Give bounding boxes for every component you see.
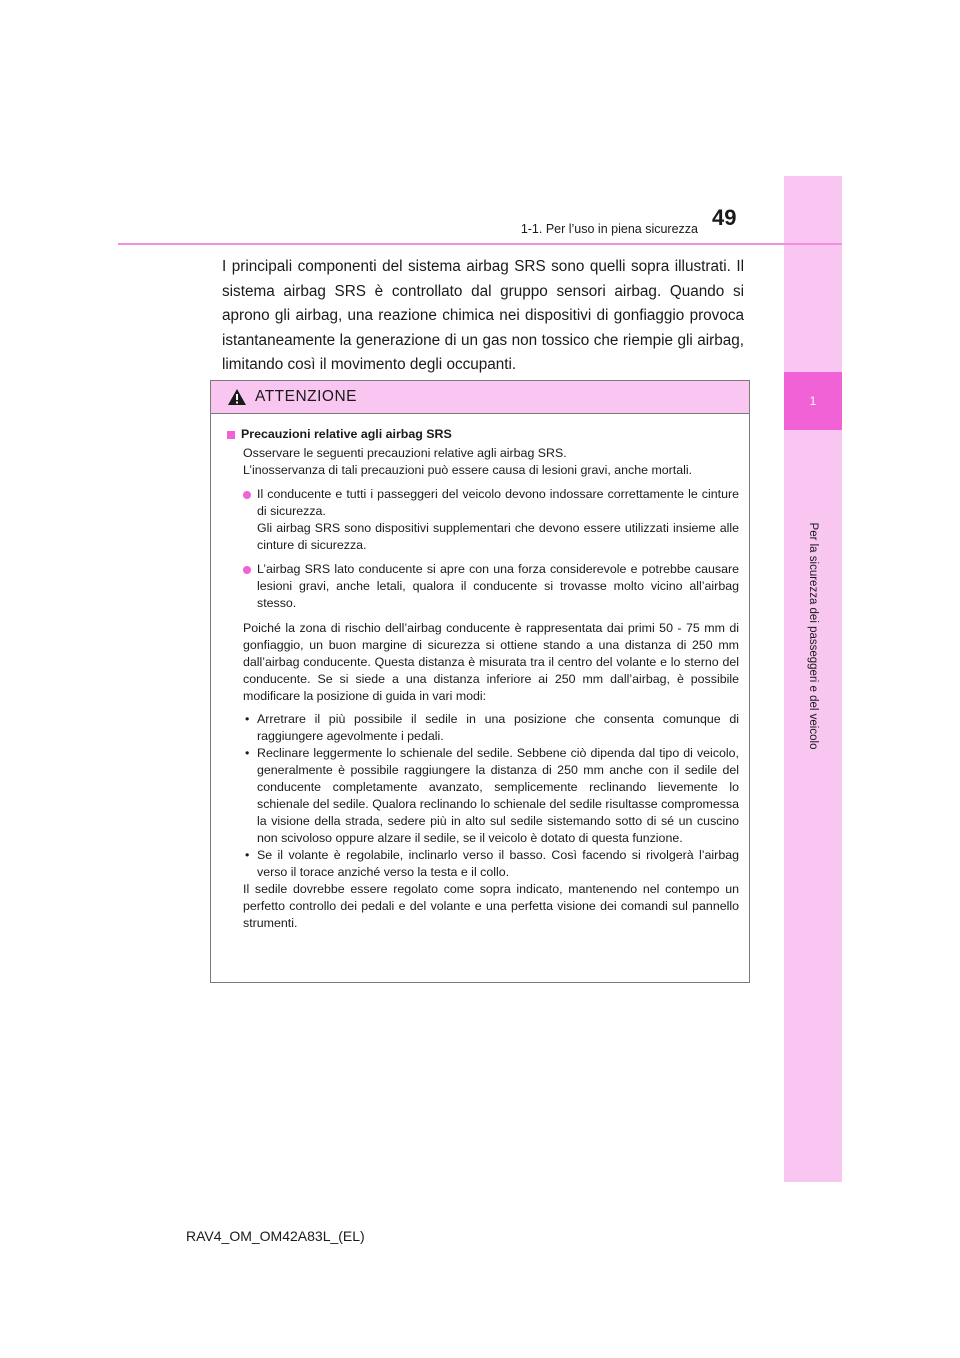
- warning-lead-2: L’inosservanza di tali precauzioni può essere causa di lesioni gravi, anche mortali.: [243, 463, 693, 477]
- chapter-number: 1: [784, 372, 842, 430]
- warning-body: [211, 414, 749, 932]
- chapter-title: Per la sicurezza dei passeggeri e del veicolo: [807, 522, 819, 750]
- warning-header: [211, 381, 749, 414]
- warning-box: [210, 380, 750, 983]
- circle-bullet-icon: [243, 491, 251, 499]
- page-number: 49: [712, 205, 737, 230]
- circle-bullet-icon: [243, 566, 251, 574]
- warning-point-1-text: Il conducente e tutti i passeggeri del veicolo devono indossare correttamente le cinture di sicurezza.: [257, 487, 739, 518]
- header-divider: [118, 243, 842, 245]
- list-item: • Arretrare il più possibile il sedile in una posizione che consenta comunque di raggiungere agevolmente i pedali.: [243, 711, 739, 745]
- section-title: 1-1. Per l’uso in piena sicurezza: [520, 222, 698, 236]
- square-bullet-icon: [227, 431, 235, 439]
- warning-closing: Il sedile dovrebbe essere regolato come sopra indicato, mantenendo nel contempo un perfetto controllo dei pedali e del volante e una perfetta visione dei comandi sul pannello strumenti.: [243, 882, 739, 930]
- warning-lead-1: Osservare le seguenti precauzioni relative agli airbag SRS.: [243, 446, 567, 460]
- warning-topic-text: Precauzioni relative agli airbag SRS: [241, 427, 452, 441]
- intro-paragraph: I principali componenti del sistema airbag SRS sono quelli sopra illustrati. Il sistema airbag SRS è controllato dal gruppo sensori airbag. Quando si aprono gli airbag, una reazione chimica nei dispositivi di gonfiaggio provoca istantaneamente la generazione di un gas non tossico che riempie gli airbag, limitando così il movimento degli occupanti.: [222, 258, 744, 373]
- list-item: • Reclinare leggermente lo schienale del sedile. Sebbene ciò dipenda dal tipo di veicolo, generalmente è possibile raggiungere la distanza di 250 mm anche con il sedile del conducente completamente avanzato, semplicemente reclinando lievemente lo schienale del sedile. Qualora reclinando lo schienale del sedile risultasse compromessa la visione della strada, sedere più in alto sul sedile sistemando sotto di sé un cuscino non scivoloso oppure alzare il sedile, se il veicolo è dotato di questa funzione.: [243, 745, 739, 847]
- warning-point-2: [227, 561, 739, 612]
- chapter-side-tab: [784, 176, 842, 1182]
- warning-distance-paragraph: Poiché la zona di rischio dell’airbag conducente è rappresentata dai primi 50 - 75 mm di gonfiaggio, un buon margine di sicurezza si ottiene stando a una distanza di 250 mm dall’airbag conducente. Questa distanza è misurata tra il centro del volante e lo sterno del conducente. Se si siede a una distanza inferiore ai 250 mm dall’airbag, è possibile modificare la posizione di guida in vari modi:: [243, 621, 739, 703]
- warning-point-1-note: Gli airbag SRS sono dispositivi supplementari che devono essere utilizzati insieme alle cinture di sicurezza.: [257, 521, 739, 552]
- document-code: RAV4_OM_OM42A83L_(EL): [186, 1228, 365, 1244]
- warning-triangle-icon: [227, 388, 247, 406]
- seat-adjustment-list: [227, 711, 739, 881]
- warning-title: ATTENZIONE: [255, 388, 358, 405]
- list-item: • Se il volante è regolabile, inclinarlo verso il basso. Così facendo si rivolgerà l’airbag verso il torace anziché verso la testa e il collo.: [243, 847, 739, 881]
- warning-point-1: [227, 486, 739, 554]
- warning-topic: [227, 426, 739, 443]
- warning-point-2-text: L’airbag SRS lato conducente si apre con una forza considerevole e potrebbe causare lesioni gravi, anche letali, qualora il conducente si trovasse molto vicino all’airbag stesso.: [257, 562, 739, 610]
